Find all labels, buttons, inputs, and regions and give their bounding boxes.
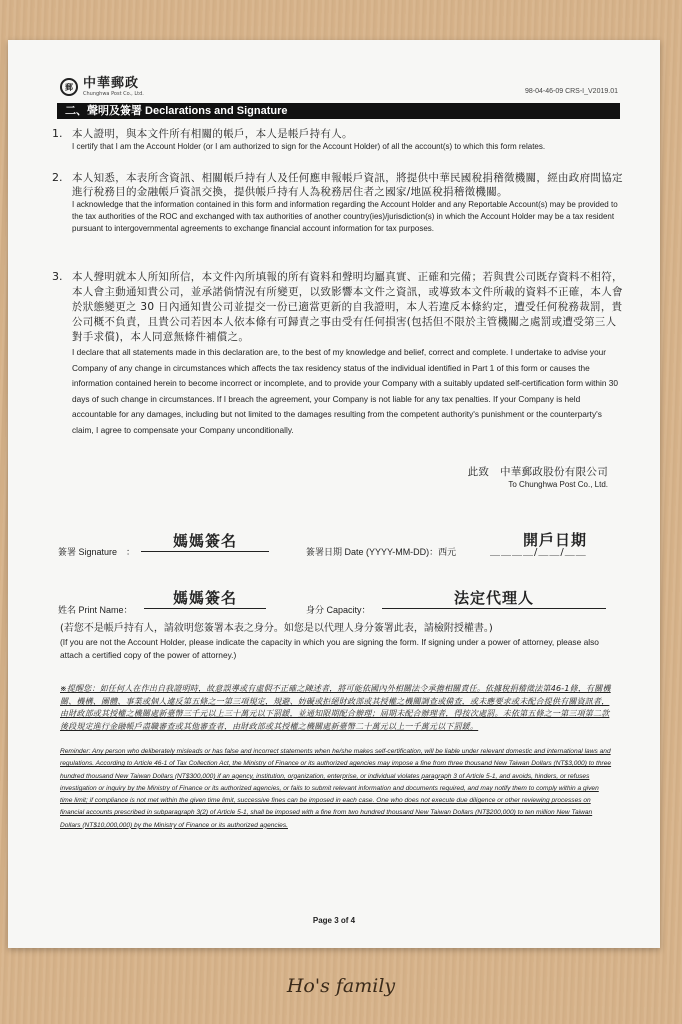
item-text-en: I acknowledge that the information contained in this form and information regarding the Account Holder and any Reportable Account(s) may be provided to the tax authorities of the ROC and exchanged with tax authorities of another country(ies)/jurisdiction(s) in which the Account Holder may be a tax resident pursuant to intergovernmental agreements to exchange financial account information for tax purposes.	[72, 200, 618, 233]
print-name-field[interactable]: 媽媽簽名	[144, 587, 266, 609]
addressee	[468, 465, 608, 491]
declaration-item-3	[52, 270, 624, 438]
page-number: Page 3 of 4	[312, 916, 356, 925]
capacity-note-en: (If you are not the Account Holder, please indicate the capacity in which you are signing the form. If signing under a power of attorney, please also attach a certified copy of the power of attorney.)	[60, 637, 599, 660]
section-title: 二、聲明及簽署 Declarations and Signature	[57, 103, 620, 119]
signature-label: 簽署 Signature ：	[58, 547, 136, 557]
item-text-zh: 本人知悉，本表所含資訊、相關帳戶持有人及任何應申報帳戶資訊，將提供中華民國稅捐稽徵機關，經由政府間協定進行稅務目的金融帳戶資訊交換，提供帳戶持有人為稅務居住者之國家/地區稅捐稽徵機關。	[72, 172, 623, 198]
reminder-en: Reminder: Any person who deliberately misleads or has false and incorrect statements when he/she makes self-certification, will be liable under relevant domestic and international laws and regulations. According to Article 46-1 of Tax Collection Act, the Ministry of Finance or its authorized agencies may impose a fine from three thousand New Taiwan Dollars (NT$3,000) to three hundred thousand New Taiwan Dollars (NT$300,000) if an agency, institution, organization, enterprise, or individual violates paragraph 3 of Article 5-1, and avoids, hinders, or refuses investigation or inquiry by the Ministry of Finance or its authorized agencies, or fails to submit relevant information and documents required, and may notify them to comply within a given time limit; if compliance is not met within the given time limit, successive fines can be imposed in each case. One who does not execute due diligence or other reviewing processes on financial accounts prescribed in subparagraph 3(2) of Article 5-1, shall be imposed with a fine from two hundred thousand New Taiwan Dollars (NT$200,000) to ten million New Taiwan Dollars (NT$10,000,000) by the Ministry of Finance or its authorized agencies.	[60, 748, 612, 829]
item-text-en: I certify that I am the Account Holder (or I am authorized to sign for the Account Holder) of all the account(s) to which this form relates.	[72, 142, 546, 151]
logo-english-name: Chunghwa Post Co., Ltd.	[83, 91, 144, 97]
item-number: 3.	[52, 270, 63, 283]
date-handwritten[interactable]: 開戶日期	[523, 531, 588, 549]
capacity-label: 身分 Capacity：	[306, 605, 371, 615]
form-number: 98-04-46-09 CRS-I_V2019.01	[524, 88, 618, 95]
declaration-item-2	[52, 171, 624, 235]
item-number: 1.	[52, 127, 63, 140]
reminder-zh: ※提醒您：如任何人在作出自我證明時，故意誤導或有虛假不正確之陳述者，將可能依國內外相關法令承擔相關責任。依據稅捐稽徵法第46-1條，有關機關、機構、團體、事業或個人違反第五條之一第三項規定，規避、妨礙或拒絕財政部或其授權之機關調查或備查，或未應要求或未配合提供有關資訊者，由財政部或其授權之機關處新臺幣三千元以上三十萬元以下罰鍰，並通知限期配合辦理；屆期未配合辦理者，得按次處罰。未依第五條之一第三項第二款後段規定進行金融帳戶盡職審查或其他審查者，由財政部或其授權之機關處新臺幣二十萬元以上一千萬元以下罰鍰。	[60, 684, 611, 731]
item-text-en: I declare that all statements made in this declaration are, to the best of my knowledge and belief, correct and complete. I undertake to advise your Company of any change in circumstances which affects the tax residency status of the individual identified in Part 1 of this form or causes the information contained herein to become incorrect or incomplete, and to provide your Company with a suitably updated self-certification form within 30 days of such change in circumstances. If I breach the agreement, your Company is not liable for any tax penalties. If your Company is held accountable for any damages, including but not limited to the damages resulting from the competent authority's punishment or the counterparty's claim, I agree to compensate your Company unconditionally.	[72, 347, 619, 435]
declaration-item-1	[52, 127, 624, 153]
item-text-zh: 本人證明，與本文件所有相關的帳戶，本人是帳戶持有人。	[72, 128, 353, 140]
name-label: 姓名 Print Name：	[58, 605, 133, 615]
date-blank-line: ＿＿＿＿/＿＿/＿＿	[490, 547, 587, 558]
signature-field[interactable]: 媽媽簽名	[141, 530, 269, 552]
capacity-field[interactable]: 法定代理人	[382, 587, 606, 609]
addressee-en: To Chunghwa Post Co., Ltd.	[508, 480, 608, 489]
post-seal-icon: 郵	[60, 78, 78, 96]
date-label: 簽署日期 Date (YYYY-MM-DD)：西元	[306, 547, 457, 557]
watermark: Ho's family	[286, 975, 396, 997]
addressee-zh: 此致 中華郵政股份有限公司	[467, 466, 608, 478]
logo-chinese-name: 中華郵政	[83, 76, 140, 91]
document-page	[8, 40, 660, 948]
chunghwa-post-logo	[60, 77, 144, 97]
capacity-note-zh: (若您不是帳戶持有人，請敘明您簽署本表之身分。如您是以代理人身分簽署此表，請檢附授權書。)	[60, 623, 493, 634]
item-text-zh: 本人聲明就本人所知所信，本文件內所填報的所有資料和聲明均屬真實、正確和完備；若與貴公司既存資料不相符，本人會主動通知貴公司，並承諾倘情況有所變更，以致影響本文件之資訊，或導致本文件所載的資料不正確，本人會於狀態變更之 30 日內通知貴公司並提交一份已適當更新的自我證明，本人若違反本條約定，遭受任何稅務裁罰，貴公司概不負責，且貴公司若因本人依本條有可歸責之事由受有任何損害(包括但不限於主管機關之處罰或遭受第三人對手求償)，本人同意無條件補償之。	[72, 271, 623, 343]
item-number: 2.	[52, 171, 63, 184]
